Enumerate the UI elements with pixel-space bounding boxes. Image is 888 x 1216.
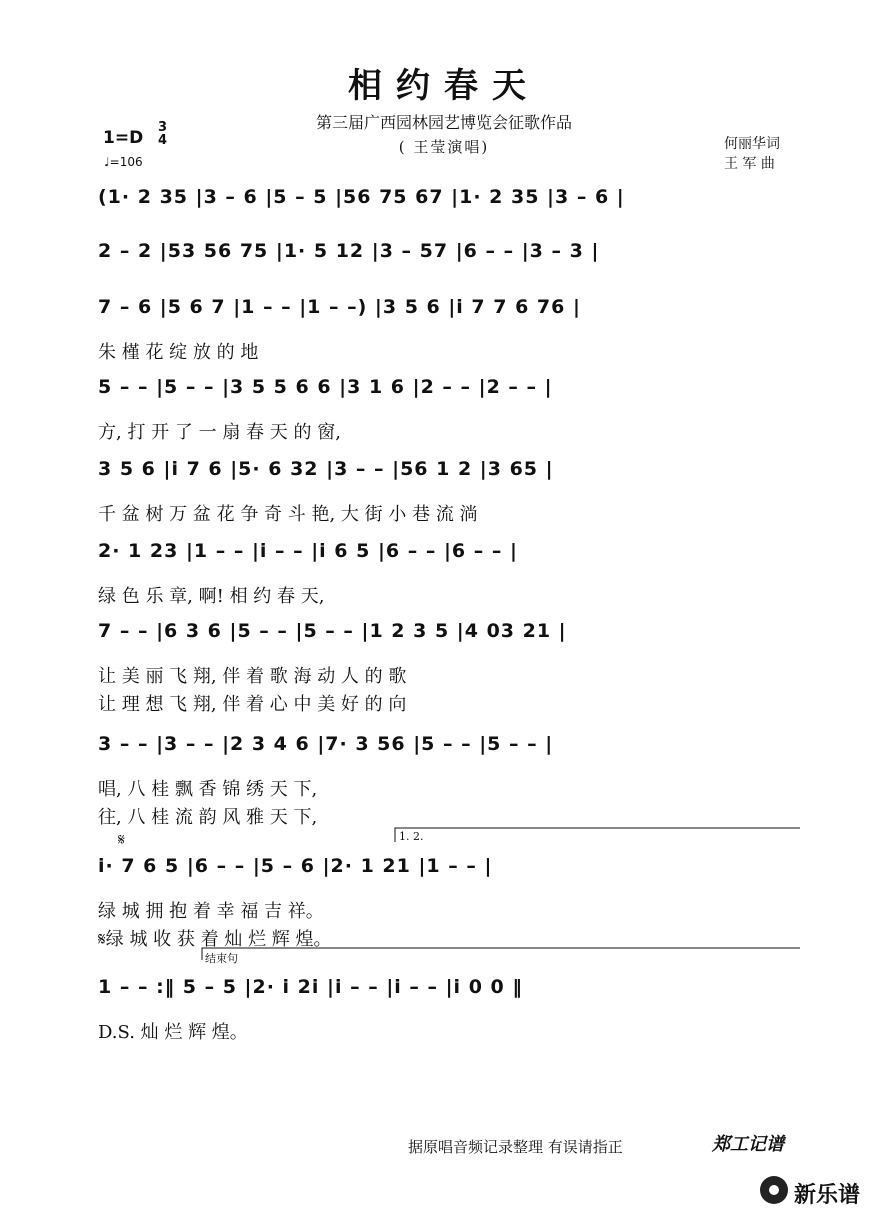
ending-bracket [202, 948, 800, 960]
notation-row: 2· 1 23 |1 – – |i – – |i 6 5 |6 – – |6 – – | [98, 540, 518, 562]
key-signature: 1=D [103, 128, 144, 148]
notation-row: 3 5 6 |i 7 6 |5· 6 32 |3 – – |56 1 2 |3 65 | [98, 458, 554, 480]
tempo-marking: ♩=106 [104, 155, 143, 169]
volta-bracket [395, 828, 800, 842]
notation-row: 2 – 2 |53 56 75 |1· 5 12 |3 – 57 |6 – – |3 – 3 | [98, 240, 600, 262]
segno-mark: 𝄋 [118, 830, 125, 849]
lyric-line: 绿 色 乐 章, 啊! 相 约 春 天, [98, 586, 325, 607]
notation-row: 1 – – :‖ 5 – 5 |2· i 2i |i – – |i – – |i 0 0 ‖ [98, 976, 523, 998]
notation-row: 5 – – |5 – – |3 5 5 6 6 |3 1 6 |2 – – |2 – – | [98, 376, 553, 398]
lyric-line: 𝄋绿 城 收 获 着 灿 烂 辉 煌。 [98, 929, 332, 950]
lyric-line: 方, 打 开 了 一 扇 春 天 的 窗, [98, 422, 341, 443]
notation-row: 7 – 6 |5 6 7 |1 – – |1 – –) |3 5 6 |i 7 7 6 76 | [98, 296, 581, 318]
time-signature-top: 3 [158, 120, 168, 135]
footer-note: 据原唱音频记录整理 有误请指正 [408, 1138, 623, 1156]
notation-row: (1· 2 35 |3 – 6 |5 – 5 |56 75 67 |1· 2 35 |3 – 6 | [98, 186, 625, 208]
brand-logo-icon [760, 1176, 788, 1204]
composer-credit: 王 军 曲 [724, 156, 775, 172]
song-title: 相约春天 [348, 66, 540, 106]
song-subtitle: 第三届广西园林园艺博览会征歌作品 [315, 113, 572, 132]
ending-label: 结束句 [205, 952, 238, 965]
lyric-line: 往, 八 桂 流 韵 风 雅 天 下, [98, 807, 318, 828]
lyric-line: D.S. 灿 烂 辉 煌。 [98, 1022, 248, 1043]
notation-row: 7 – – |6 3 6 |5 – – |5 – – |1 2 3 5 |4 03 21 | [98, 620, 567, 642]
lyric-line: 让 美 丽 飞 翔, 伴 着 歌 海 动 人 的 歌 [98, 666, 407, 687]
singer-label: ( 王莹演唱) [398, 138, 490, 156]
lyric-line: 千 盆 树 万 盆 花 争 奇 斗 艳, 大 街 小 巷 流 淌 [98, 504, 478, 525]
lyricist-credit: 何丽华词 [724, 136, 780, 152]
lyric-line: 让 理 想 飞 翔, 伴 着 心 中 美 好 的 向 [98, 694, 407, 715]
transcriber-signature: 郑工记谱 [712, 1134, 784, 1155]
lyric-line: 唱, 八 桂 飘 香 锦 绣 天 下, [98, 779, 318, 800]
time-signature-bottom: 4 [158, 133, 168, 148]
lyric-line: 绿 城 拥 抱 着 幸 福 吉 祥。 [98, 901, 324, 922]
lyric-line: 朱 槿 花 绽 放 的 地 [98, 342, 259, 363]
notation-row: 3 – – |3 – – |2 3 4 6 |7· 3 56 |5 – – |5 – – | [98, 733, 554, 755]
volta-label: 1. 2. [399, 830, 424, 843]
notation-row: i· 7 6 5 |6 – – |5 – 6 |2· 1 21 |1 – – | [98, 855, 493, 877]
brand-name: 新乐谱 [794, 1183, 861, 1208]
